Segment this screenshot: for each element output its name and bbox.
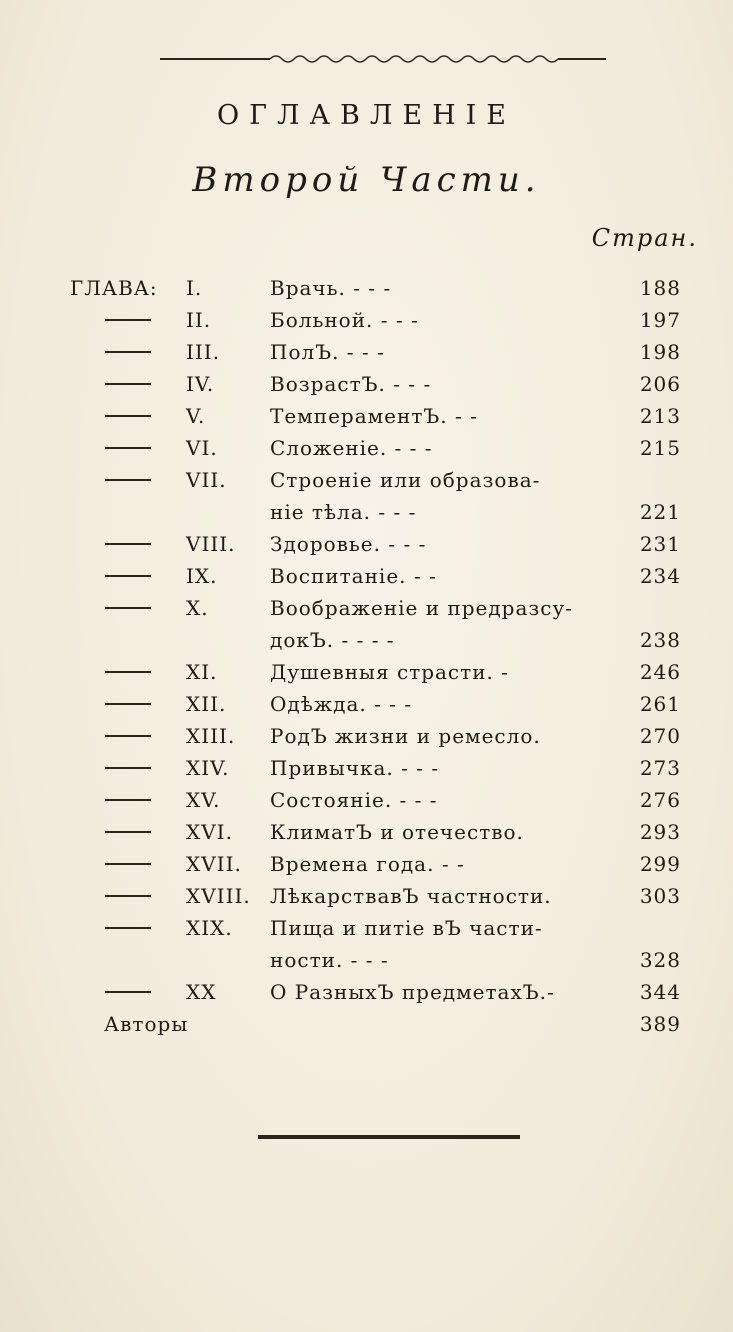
chapter-page: 238 xyxy=(639,628,681,652)
ditto-dash xyxy=(105,319,151,321)
ditto-dash xyxy=(105,735,151,737)
toc-row xyxy=(0,526,733,558)
chapter-number: XIII. xyxy=(186,724,236,748)
chapter-title: Времена года. - - xyxy=(270,852,465,876)
ditto-dash xyxy=(105,415,151,417)
chapter-title-continuation: ніе тѣла. - - - xyxy=(270,500,417,524)
chapter-title: РодЪ жизни и ремесло. xyxy=(270,724,541,748)
chapter-label: ГЛАВА: xyxy=(70,276,158,300)
chapter-page: 276 xyxy=(639,788,681,812)
chapter-page: 213 xyxy=(639,404,681,428)
ditto-dash xyxy=(105,607,151,609)
chapter-page: 303 xyxy=(639,884,681,908)
chapter-number: XVI. xyxy=(186,820,233,844)
chapter-page: 261 xyxy=(639,692,681,716)
chapter-title: Сложеніе. - - - xyxy=(270,436,433,460)
chapter-number: XVIII. xyxy=(186,884,251,908)
chapter-title: Здоровье. - - - xyxy=(270,532,427,556)
ditto-dash xyxy=(105,799,151,801)
toc-row xyxy=(0,430,733,462)
chapter-page: 188 xyxy=(639,276,681,300)
toc-row xyxy=(0,814,733,846)
chapter-title: Воображеніе и предразсу- xyxy=(270,596,574,620)
chapter-title: Воспитаніе. - - xyxy=(270,564,437,588)
chapter-number: I. xyxy=(186,276,203,300)
chapter-number: VII. xyxy=(186,468,227,492)
page-title: ОГЛАВЛЕНІЕ xyxy=(217,100,516,131)
chapter-number: III. xyxy=(186,340,221,364)
chapter-number: X. xyxy=(186,596,209,620)
toc-row xyxy=(0,398,733,430)
authors-label: Авторы xyxy=(104,1012,189,1036)
chapter-page: 231 xyxy=(639,532,681,556)
ditto-dash xyxy=(105,863,151,865)
chapter-title-continuation: докЪ. - - - - xyxy=(270,628,395,652)
chapter-page: 215 xyxy=(639,436,681,460)
chapter-title: Одѣжда. - - - xyxy=(270,692,413,716)
chapter-title: ТемпераментЪ. - - xyxy=(270,404,478,428)
toc-row xyxy=(0,462,733,494)
ditto-dash xyxy=(105,831,151,833)
chapter-number: XIX. xyxy=(186,916,233,940)
toc-row xyxy=(0,782,733,814)
chapter-number: XV. xyxy=(186,788,221,812)
chapter-number: VIII. xyxy=(186,532,236,556)
toc-row xyxy=(0,686,733,718)
ditto-dash xyxy=(105,991,151,993)
chapter-title: ЛѣкарствавЪ частности. xyxy=(270,884,552,908)
authors-page: 389 xyxy=(639,1012,681,1036)
chapter-number: II. xyxy=(186,308,212,332)
bottom-rule xyxy=(258,1134,520,1140)
ditto-dash xyxy=(105,767,151,769)
chapter-title: Строеніе или образова- xyxy=(270,468,541,492)
toc-row xyxy=(0,590,733,622)
chapter-number: V. xyxy=(186,404,206,428)
toc-row xyxy=(0,334,733,366)
toc-row-authors xyxy=(0,1006,733,1038)
chapter-title: О РазныхЪ предметахЪ.- xyxy=(270,980,555,1004)
chapter-title: Привычка. - - - xyxy=(270,756,440,780)
chapter-number: IX. xyxy=(186,564,218,588)
toc-row xyxy=(0,750,733,782)
ditto-dash xyxy=(105,927,151,929)
pages-column-header: Стран. xyxy=(591,224,698,252)
toc-row-continuation xyxy=(0,622,733,654)
toc-row xyxy=(0,558,733,590)
chapter-number: IV. xyxy=(186,372,215,396)
chapter-page: 328 xyxy=(639,948,681,972)
chapter-number: XVII. xyxy=(186,852,242,876)
chapter-title: КлиматЪ и отечество. xyxy=(270,820,524,844)
chapter-page: 270 xyxy=(639,724,681,748)
toc-row xyxy=(0,878,733,910)
chapter-title: Больной. - - - xyxy=(270,308,419,332)
chapter-page: 299 xyxy=(639,852,681,876)
chapter-title: Состояніе. - - - xyxy=(270,788,438,812)
chapter-title: ПолЪ. - - - xyxy=(270,340,385,364)
ditto-dash xyxy=(105,479,151,481)
chapter-number: XIV. xyxy=(186,756,230,780)
chapter-page: 221 xyxy=(639,500,681,524)
toc-row xyxy=(0,366,733,398)
ditto-dash xyxy=(105,383,151,385)
top-ornament-rule xyxy=(160,52,606,66)
ditto-dash xyxy=(105,351,151,353)
chapter-page: 344 xyxy=(639,980,681,1004)
chapter-page: 198 xyxy=(639,340,681,364)
ditto-dash xyxy=(105,895,151,897)
toc-row-continuation xyxy=(0,942,733,974)
chapter-page: 273 xyxy=(639,756,681,780)
ditto-dash xyxy=(105,447,151,449)
chapter-page: 197 xyxy=(639,308,681,332)
chapter-title: Пища и питіе вЪ части- xyxy=(270,916,543,940)
ditto-dash xyxy=(105,703,151,705)
toc-row xyxy=(0,270,733,302)
toc-row xyxy=(0,910,733,942)
chapter-number: XII. xyxy=(186,692,227,716)
chapter-number: XX xyxy=(186,980,217,1004)
toc-row xyxy=(0,846,733,878)
chapter-title-continuation: ности. - - - xyxy=(270,948,389,972)
chapter-page: 234 xyxy=(639,564,681,588)
toc-row-continuation xyxy=(0,494,733,526)
chapter-title: Врачь. - - - xyxy=(270,276,392,300)
chapter-number: XI. xyxy=(186,660,218,684)
chapter-title: ВозрастЪ. - - - xyxy=(270,372,432,396)
ditto-dash xyxy=(105,575,151,577)
toc-row xyxy=(0,974,733,1006)
table-of-contents xyxy=(0,270,733,1038)
chapter-page: 246 xyxy=(639,660,681,684)
chapter-number: VI. xyxy=(186,436,218,460)
page-subtitle: Второй Части. xyxy=(192,160,541,200)
ditto-dash xyxy=(105,543,151,545)
chapter-page: 206 xyxy=(639,372,681,396)
toc-row xyxy=(0,654,733,686)
ditto-dash xyxy=(105,671,151,673)
toc-row xyxy=(0,302,733,334)
toc-row xyxy=(0,718,733,750)
chapter-title: Душевныя страсти. - xyxy=(270,660,509,684)
chapter-page: 293 xyxy=(639,820,681,844)
